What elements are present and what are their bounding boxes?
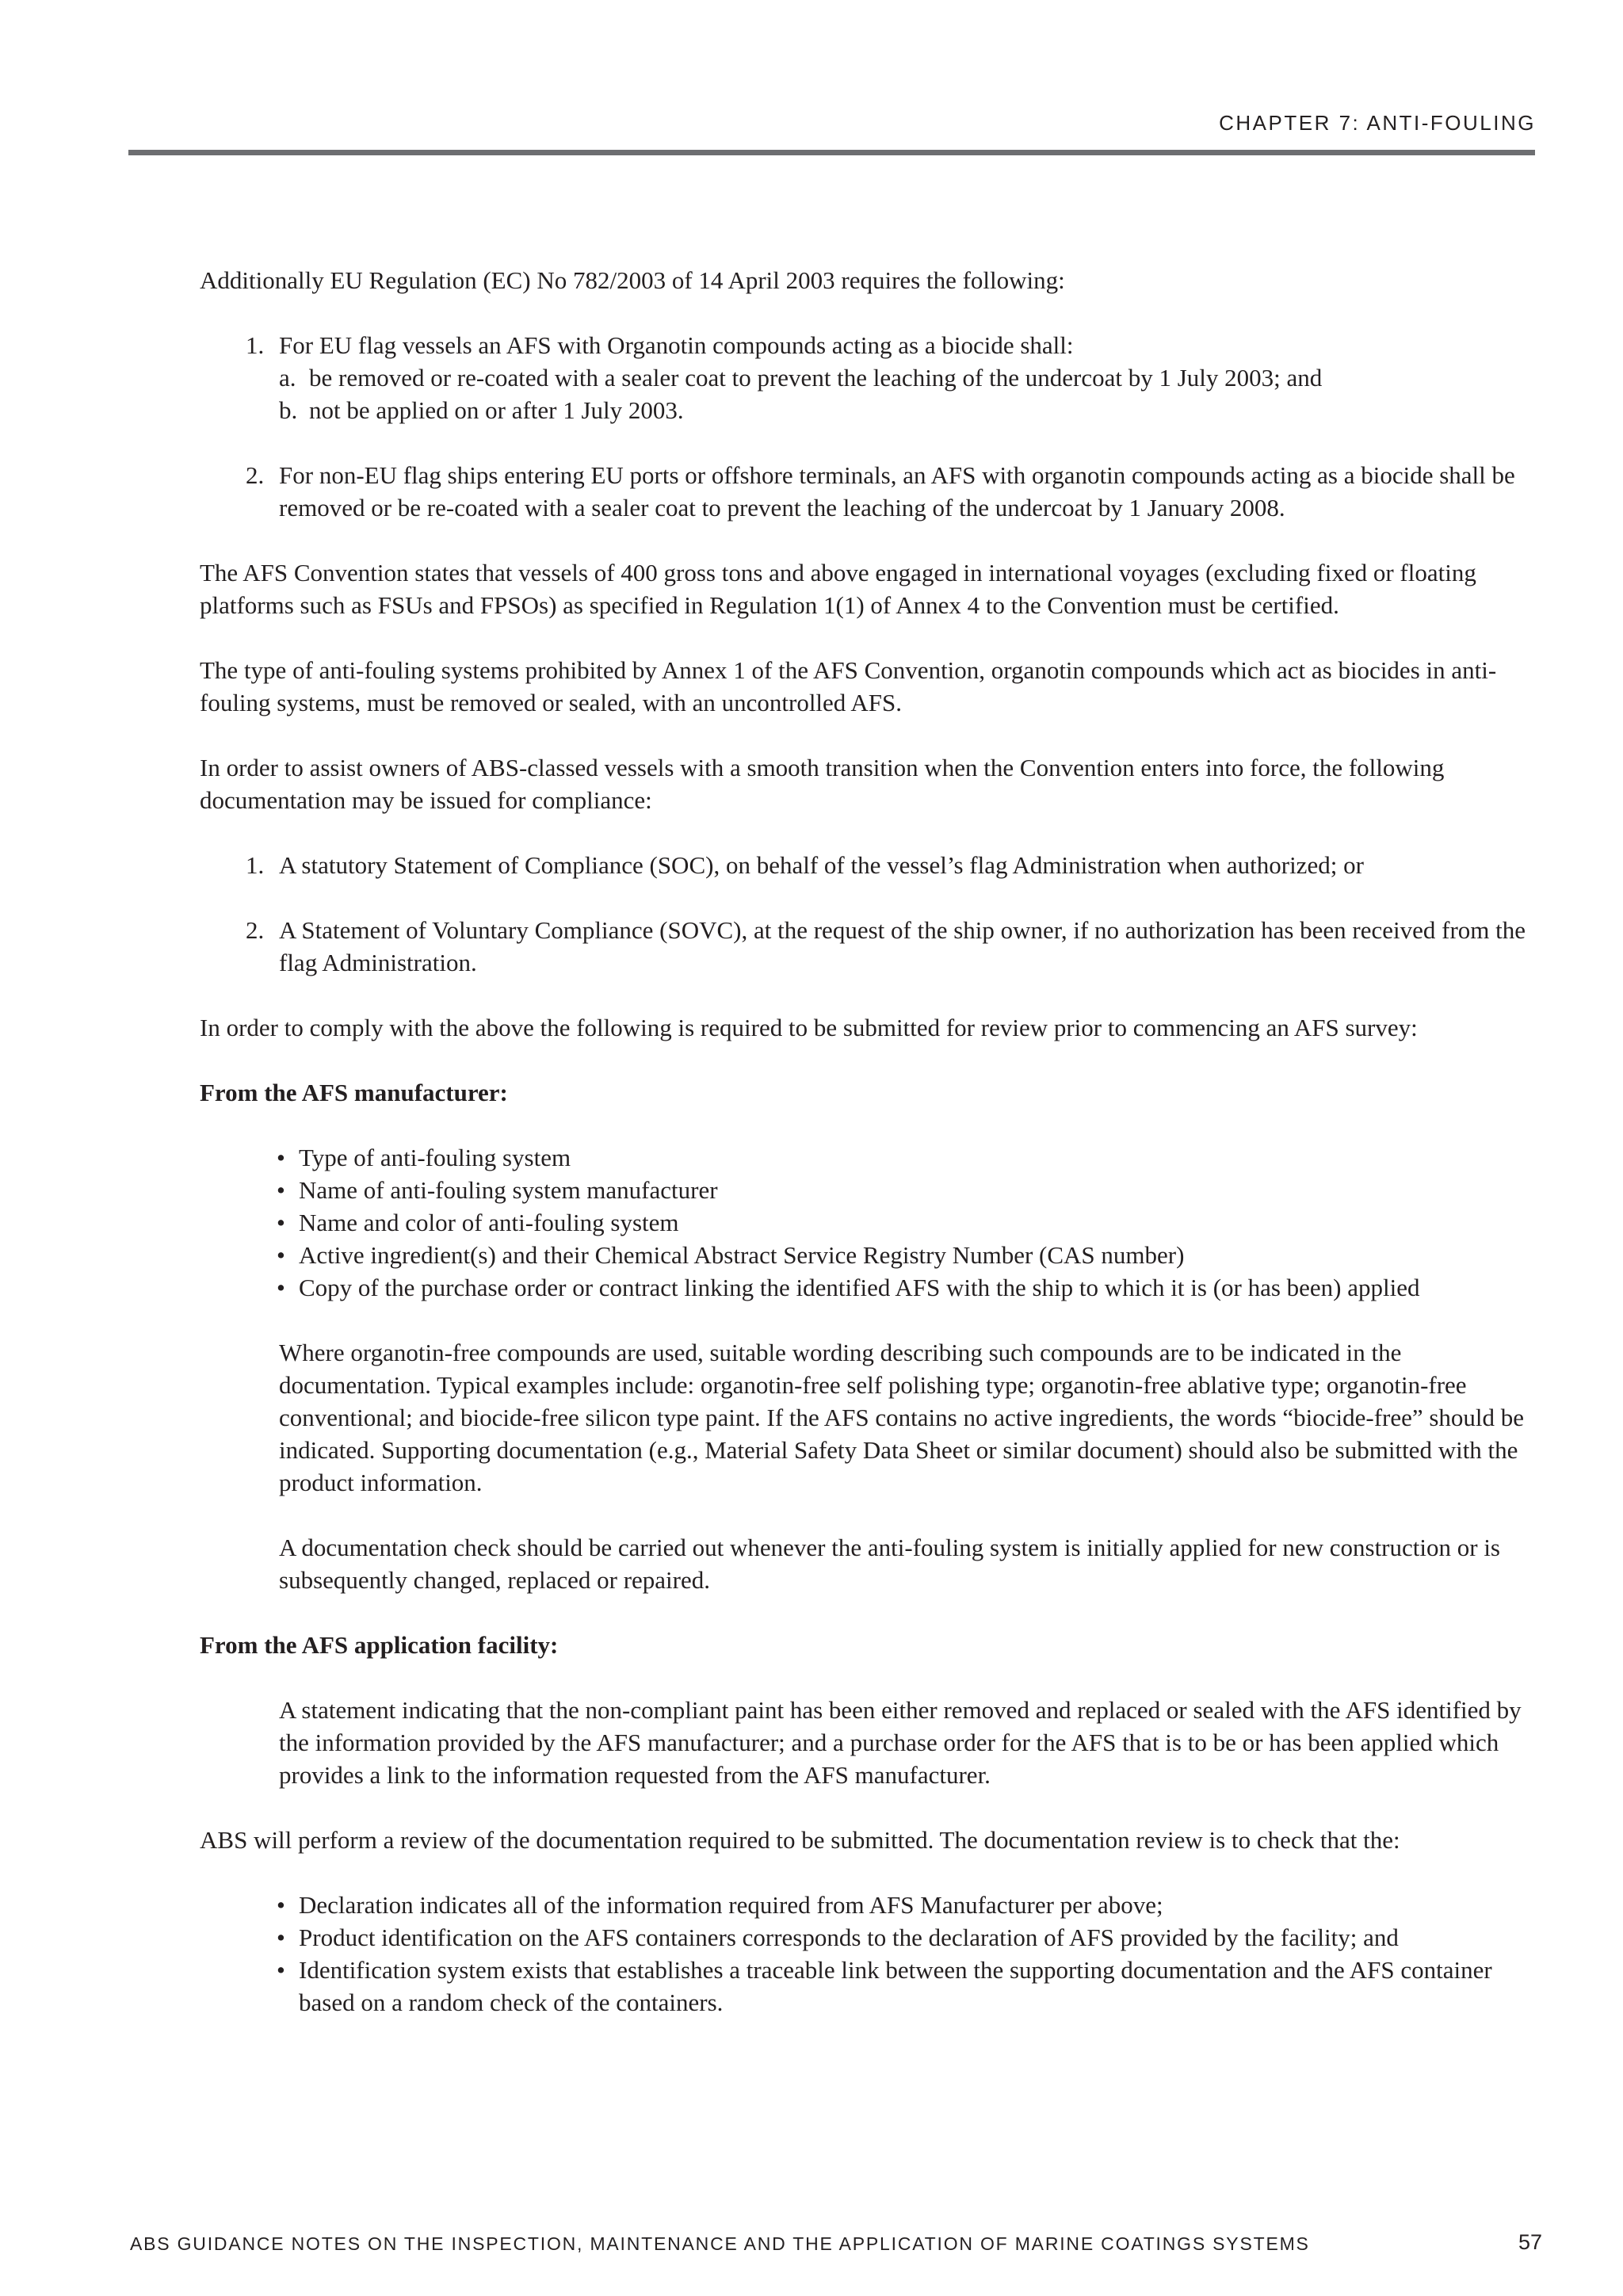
list-number: 2. bbox=[246, 461, 265, 489]
bullet-icon: • bbox=[277, 1176, 285, 1204]
sub-list-label: a. bbox=[279, 364, 296, 392]
list-number: 1. bbox=[246, 331, 265, 359]
assist-paragraph: In order to assist owners of ABS-classed vessels with a smooth transition when the Convention enters into force, the following documentation may be issued for compliance: bbox=[200, 754, 1445, 814]
bullet-icon: • bbox=[277, 1144, 285, 1171]
bullet-icon: • bbox=[277, 1891, 285, 1919]
bullet-text: Name of anti-fouling system manufacturer bbox=[299, 1176, 718, 1204]
documentation-check-paragraph: A documentation check should be carried out whenever the anti-fouling system is initially applied for new construction or is subsequently changed, replaced or repaired. bbox=[279, 1534, 1500, 1594]
sub-list-text: be removed or re-coated with a sealer coat to prevent the leaching of the undercoat by 1 July 2003; and bbox=[309, 364, 1323, 392]
bullet-icon: • bbox=[277, 1274, 285, 1301]
compliance-list bbox=[200, 849, 1547, 979]
prohibited-types-paragraph: The type of anti-fouling systems prohibited by Annex 1 of the AFS Convention, organotin compounds which act as biocides in anti-fouling systems, must be removed or sealed, with an uncontrolled AFS. bbox=[200, 656, 1497, 716]
list-number: 1. bbox=[246, 851, 265, 879]
intro-paragraph: Additionally EU Regulation (EC) No 782/2003 of 14 April 2003 requires the following: bbox=[200, 266, 1065, 294]
header-rule bbox=[128, 150, 1535, 155]
review-paragraph: ABS will perform a review of the documentation required to be submitted. The documentation review is to check that the: bbox=[200, 1826, 1400, 1854]
facility-paragraph: A statement indicating that the non-compliant paint has been either removed and replaced or sealed with the AFS identified by the information provided by the AFS manufacturer; and a purchase order for the AFS that is to be or has been applied which provides a link to the information requested from the AFS manufacturer. bbox=[279, 1696, 1522, 1789]
convention-paragraph: The AFS Convention states that vessels of 400 gross tons and above engaged in international voyages (excluding fixed or floating platforms such as FSUs and FPSOs) as specified in Regulation 1(1) of Annex 4 to the Convention must be certified. bbox=[200, 559, 1476, 619]
comply-paragraph: In order to comply with the above the following is required to be submitted for review prior to commencing an AFS survey: bbox=[200, 1014, 1418, 1041]
bullet-icon: • bbox=[277, 1956, 285, 1984]
sub-list-label: b. bbox=[279, 396, 298, 424]
bullet-icon: • bbox=[277, 1924, 285, 1951]
bullet-item bbox=[200, 1206, 1547, 1239]
bullet-item bbox=[200, 1889, 1547, 1921]
bullet-item bbox=[200, 1239, 1547, 1271]
list-number: 2. bbox=[246, 916, 265, 944]
page-content bbox=[200, 264, 1547, 2051]
list-item-text: A Statement of Voluntary Compliance (SOVC), at the request of the ship owner, if no authorization has been received from the flag Administration. bbox=[279, 916, 1526, 976]
list-item-text: A statutory Statement of Compliance (SOC), on behalf of the vessel’s flag Administration when authorized; or bbox=[279, 851, 1364, 879]
sub-list bbox=[279, 361, 1547, 426]
list-item bbox=[200, 329, 1547, 426]
bullet-item bbox=[200, 1174, 1547, 1206]
bullet-text: Copy of the purchase order or contract linking the identified AFS with the ship to which it is (or has been) applied bbox=[299, 1274, 1420, 1301]
manufacturer-list bbox=[200, 1141, 1547, 1304]
list-item-text: For non-EU flag ships entering EU ports or offshore terminals, an AFS with organotin compounds acting as a biocide shall be removed or be re-coated with a sealer coat to prevent the leaching of the undercoat by 1 January 2008. bbox=[279, 461, 1515, 521]
eu-regulation-list bbox=[200, 329, 1547, 524]
sub-list-item bbox=[279, 361, 1547, 394]
bullet-item bbox=[200, 1921, 1547, 1954]
manufacturer-heading: From the AFS manufacturer: bbox=[200, 1079, 508, 1106]
bullet-item bbox=[200, 1954, 1547, 2019]
facility-heading: From the AFS application facility: bbox=[200, 1631, 559, 1659]
bullet-item bbox=[200, 1271, 1547, 1304]
sub-list-text: not be applied on or after 1 July 2003. bbox=[309, 396, 684, 424]
bullet-icon: • bbox=[277, 1209, 285, 1236]
bullet-icon: • bbox=[277, 1241, 285, 1269]
bullet-text: Declaration indicates all of the information required from AFS Manufacturer per above; bbox=[299, 1891, 1163, 1919]
list-item bbox=[200, 849, 1547, 881]
bullet-text: Active ingredient(s) and their Chemical Abstract Service Registry Number (CAS number) bbox=[299, 1241, 1185, 1269]
bullet-text: Type of anti-fouling system bbox=[299, 1144, 571, 1171]
organotin-free-paragraph: Where organotin-free compounds are used, suitable wording describing such compounds are to be indicated in the documentation. Typical examples include: organotin-free self polishing type; organotin-free ablative type; organotin-free conventional; and biocide-free silicon type paint. If the AFS contains no active ingredients, the words “biocide-free” should be indicated. Supporting documentation (e.g., Material Safety Data Sheet or similar document) should also be submitted with the product information. bbox=[279, 1339, 1525, 1496]
bullet-item bbox=[200, 1141, 1547, 1174]
review-list bbox=[200, 1889, 1547, 2019]
list-item bbox=[200, 459, 1547, 524]
bullet-text: Identification system exists that establishes a traceable link between the supporting documentation and the AFS container based on a random check of the containers. bbox=[299, 1956, 1492, 2016]
sub-list-item bbox=[279, 394, 1547, 426]
bullet-text: Name and color of anti-fouling system bbox=[299, 1209, 679, 1236]
list-item-text: For EU flag vessels an AFS with Organotin compounds acting as a biocide shall: bbox=[279, 331, 1074, 359]
running-header: CHAPTER 7: ANTI-FOULING bbox=[1219, 111, 1536, 135]
running-footer-title: ABS GUIDANCE NOTES ON THE INSPECTION, MAINTENANCE AND THE APPLICATION OF MARINE COATINGS SYSTEMS bbox=[130, 2233, 1310, 2254]
list-item bbox=[200, 914, 1547, 979]
bullet-text: Product identification on the AFS containers corresponds to the declaration of AFS provided by the facility; and bbox=[299, 1924, 1399, 1951]
page-number: 57 bbox=[1518, 2230, 1542, 2254]
